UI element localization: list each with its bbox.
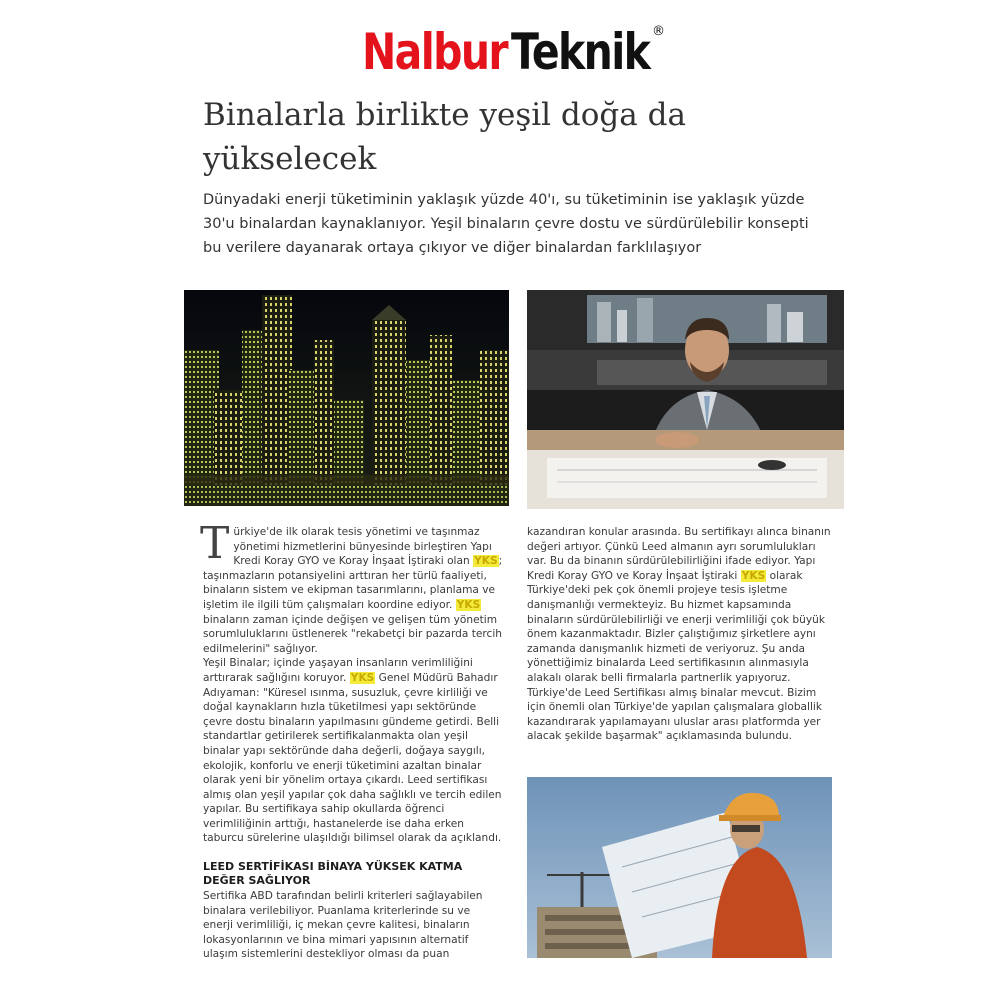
logo-nalbur: Nalbur [362,23,507,81]
text-run: Yeşil Binalar; içinde yaşayan insanların verimliliğini arttırarak sağlığını koruyor. [203,657,473,684]
text-run: kazandıran konular arasında. Bu sertifikayı alınca binanın değeri artıyor. Çünkü Leed almanın ayrı sorumlulukları var. Bu da binanın sürdürülebilirliğini ifade ediyor. Yapı Kredi Koray GYO ve Koray İnşaat İştiraki [527,526,831,582]
paragraph-certificate: Sertifika ABD tarafından belirli kriterleri sağlayabilen binalara verilebiliyor. Puanlama kriterlerinde su ve enerji verimliliği, iç mekan çevre kalitesi, binaların lokasyonlarının ve bina mimari yapısının alternatif ulaşım sistemlerini destekliyor olması da puan [203,890,483,961]
brand-highlight: YKS [456,598,481,611]
magazine-logo [362,22,679,81]
logo-teknik: Teknik [510,23,650,81]
brand-highlight: YKS [350,671,375,684]
paragraph-continued [527,525,832,744]
text-run: olarak Türkiye'deki pek çok önemli projeye tesis işletme danışmanlığı vermekteyiz. Bu hizmet kapsamında binaların sürdürülebilirliği ve enerji verimliliği çok büyük önem kazanmaktadır. Bizler çalıştığımız şirketlere aynı zamanda danışmanlık hizmeti de veriyoruz. Şu anda yönettiğimiz binalarda Leed sertifikasının alınmasıyla alakalı olarak belli firmalarla partnerlik yapıyoruz. Türkiye'de Leed Sertifikası almış binalar mevcut. Bizim için önemli olan Türkiye'de yapılan çalışmalara globallik kazandırarak yapılamayanı uluslar arası platformda yer alacak şekilde başarmak" açıklamasında bulundu. [527,569,825,743]
city-night-photo [184,290,509,506]
registered-mark: ® [652,24,665,39]
text-run: ; taşınmazların potansiyelini arttıran her türlü faaliyeti, binaların sistem ve ekipman tasarımlarını, planlama ve işletim ile ilgili tüm çalışmaları koordine ediyor. [203,555,503,611]
article-headline: Binalarla birlikte yeşil doğa da yükselecek [203,97,686,177]
manager-portrait-photo [527,290,844,509]
article-column-left [200,518,503,962]
brand-highlight: YKS [474,555,498,568]
brand-highlight: YKS [741,569,766,582]
drop-cap: T [200,518,230,569]
text-run: binaların zaman içinde değişen ve gelişen tüm yönetim sorumluluklarını üstlenerek "rekabetçi bir pazarda tercih edilmelerini" sağlıyor. [203,613,502,655]
article-column-right [527,525,832,744]
text-run: Genel Müdürü Bahadır Adıyaman: "Küresel ısınma, susuzluk, çevre kirliliği ve doğal kaynakların hızla tüketilmesi yapı sektöründe çevre dostu binaların yapılmasını gündeme getirdi. Belli standartlar getirilerek sertifikalanmakta olan yeşil binalar yapı sektöründe daha değerli, doğaya saygılı, ekolojik, konforlu ve enerji tüketimini azaltan binalar olarak yeni bir yönelim ortaya çıkardı. Leed sertifikası almış olan yeşil yapılar çok daha sağlıklı ve tercih edilen yapılar. Bu sertifikaya sahip okullarda öğrenci verimliliğinin arttığı, hastanelerde ise daha erken taburcu sürelerine ulaşıldığı bilimsel olarak da açıklandı. [203,671,502,845]
paragraph-green-buildings [203,656,503,846]
paragraph-intro [200,518,503,656]
text-run: ürkiye'de ilk olarak tesis yönetimi ve taşınmaz yönetimi hizmetlerini bünyesinde birleştiren Yapı Kredi Koray GYO ve Koray İnşaat İştiraki olan [233,526,492,568]
engineer-blueprint-photo [527,777,832,958]
section-subhead: LEED SERTİFİKASI BİNAYA YÜKSEK KATMA DEĞER SAĞLIYOR [203,860,463,887]
article-lead: Dünyadaki enerji tüketiminin yaklaşık yüzde 40'ı, su tüketiminin ise yaklaşık yüzde 30'u binalardan kaynaklanıyor. Yeşil binaların çevre dostu ve sürdürülebilir konsepti bu verilere dayanarak ortaya çıkıyor ve diğer binalardan farklılaşıyor [203,192,809,256]
